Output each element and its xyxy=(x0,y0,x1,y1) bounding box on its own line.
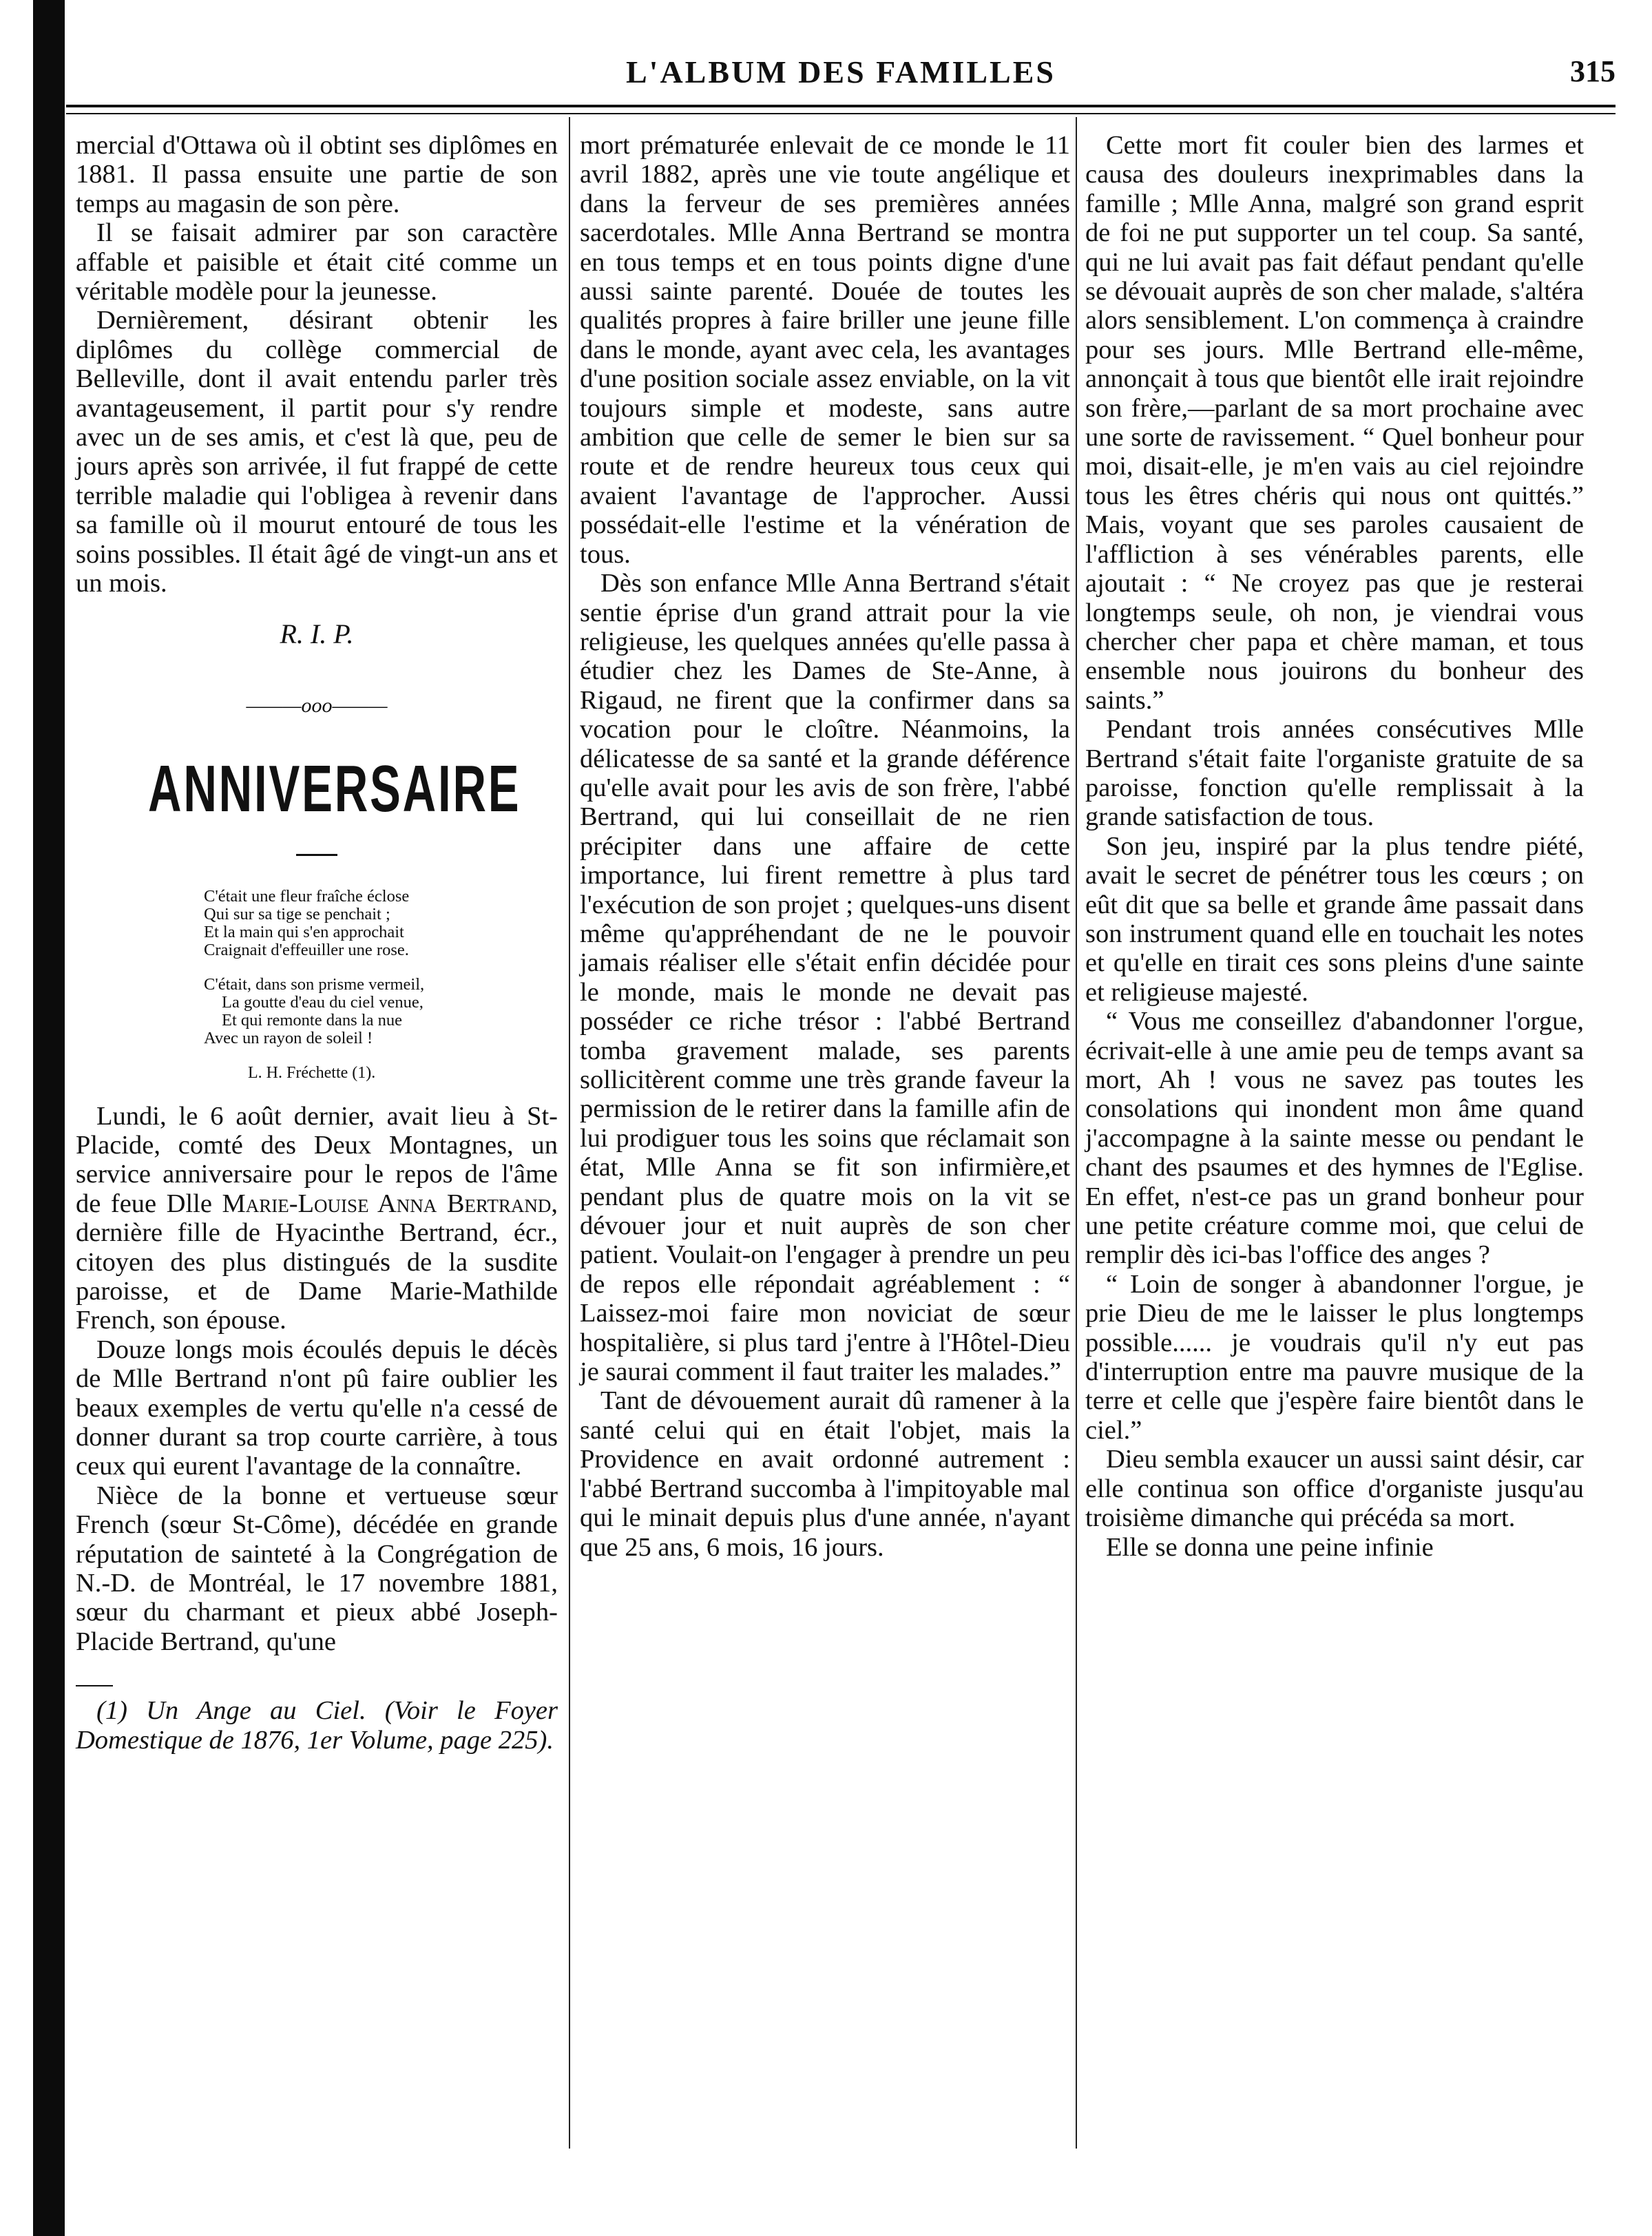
col1-paragraph xyxy=(76,1102,558,1335)
column-divider-2 xyxy=(1076,117,1077,2149)
col2-paragraph: Tant de dévouement aurait dû ramener à la santé celui qui en était l'objet, mais la Providence en avait ordonné autrement : l'abbé Bertrand succomba à l'impitoyable mal qui le minait depuis plus d'une année, n'ayant que 25 ans, 6 mois, 16 jours. xyxy=(580,1386,1070,1562)
column-2 xyxy=(580,131,1070,1562)
col3-paragraph: “ Vous me conseillez d'abandonner l'orgue, écrivait-elle à une amie peu de temps avant sa mort, Ah ! vous ne savez pas toutes les consolations qui inondent mon âme quand j'accompagne à la sainte messe ou pendant le chant des psaumes et des hymnes de l'Eglise. En effet, n'est-ce pas un grand bonheur pour une petite créature comme moi, que celui de remplir dès ici-bas l'office des anges ? xyxy=(1085,1007,1584,1270)
epigraph-poem xyxy=(204,888,558,1047)
text-run: Lundi, le 6 août dernier, avait lieu à St-Placide, comté des Deux Montagnes, un service anniversaire pour le repos de l'âme de feue Dlle xyxy=(76,1101,558,1218)
poem-line: Et la main qui s'en approchait xyxy=(204,922,404,941)
column-1 xyxy=(76,131,558,1755)
col3-paragraph: Son jeu, inspiré par la plus tendre piété, avait le secret de pénétrer tous les cœurs ; on eût dit que sa belle et grande âme passait dans son instrument quand elle en touchait les notes et qu'elle en tirait ces sons pleins d'une sainte et religieuse majesté. xyxy=(1085,831,1584,1007)
poem-stanza xyxy=(204,976,558,1047)
section-title: ANNIVERSAIRE xyxy=(148,751,521,826)
col3-paragraph: Cette mort fit couler bien des larmes et causa des douleurs inexprimables dans la famille ; Mlle Anna, malgré son grand esprit de foi ne put supporter un tel coup. Sa santé, qui ne lui avait pas fait défaut pendant qu'elle se dévouait auprès de son cher malade, s'altéra alors sensiblement. L'on commença à craindre pour ses jours. Mlle Bertrand elle-même, annonçait à tous que bientôt elle irait rejoindre son frère,—parlant de sa mort prochaine avec une sorte de ravissement. “ Quel bonheur pour moi, disait-elle, je m'en vais au ciel rejoindre tous les êtres chéris qui nous ont quittés.” Mais, voyant que ses paroles causaient de l'affliction à ses vénérables parents, elle ajoutait : “ Ne croyez pas que je resterai longtemps seule, oh non, je viendrai vous chercher cher papa et chère maman, et tous ensemble nous jouirons du bonheur des saints.” xyxy=(1085,131,1584,715)
poem-line: C'était une fleur fraîche éclose xyxy=(204,886,410,906)
text-run: , dernière fille de Hyacinthe Bertrand, écr., citoyen des plus distingués de la susdite paroisse, et de Dame Marie-Mathilde French, son épouse. xyxy=(76,1189,558,1335)
title-dash xyxy=(296,854,337,856)
page-number: 315 xyxy=(1570,54,1616,88)
person-name: Marie-Louise Anna Bertrand xyxy=(222,1189,552,1218)
poem-line: Craignait d'effeuiller une rose. xyxy=(204,940,409,959)
col3-paragraph: “ Loin de songer à abandonner l'orgue, je prie Dieu de me le laisser le plus longtemps possible...... je voudrais qu'il n'y eut pas d'interruption entre ma pauvre musique de la terre et celle que j'espère faire bientôt dans le ciel.” xyxy=(1085,1269,1584,1445)
ornamental-separator: ———ooo——— xyxy=(246,693,388,717)
poem-line: Et qui remonte dans la nue xyxy=(222,1010,402,1030)
col1-paragraph: Dernièrement, désirant obtenir les diplômes du collège commercial de Belleville, dont il avait entendu parler très avantageusement, il partit pour s'y rendre avec un de ses amis, et c'est là que, peu de jours après son arrivée, il fut frappé de cette terrible maladie qui l'obligea à revenir dans sa famille où il mourut entouré de tous les soins possibles. Il était âgé de vingt-un ans et un mois. xyxy=(76,306,558,598)
col3-paragraph: Dieu sembla exaucer un aussi saint désir, car elle continua son office d'organiste jusqu'au troisième dimanche qui précéda sa mort. xyxy=(1085,1445,1584,1533)
col2-paragraph: mort prématurée enlevait de ce monde le 11 avril 1882, après une vie toute angélique et dans la ferveur de ses premières années sacerdotales. Mlle Anna Bertrand se montra en tous temps et en tous points digne d'une aussi sainte parenté. Douée de toutes les qualités propres à faire briller une jeune fille dans le monde, ayant avec cela, les avantages d'une position sociale assez enviable, on la vit toujours simple et modeste, sans autre ambition que celle de semer le bien sur sa route et de rendre heureux tous ceux qui avaient l'avantage de l'approcher. Aussi possédait-elle l'estime et la vénération de tous. xyxy=(580,131,1070,569)
header-rule-thick xyxy=(66,105,1616,107)
header-rule-thin xyxy=(66,113,1616,114)
col1-paragraph: Il se faisait admirer par son caractère affable et paisible et était cité comme un véritable modèle pour la jeunesse. xyxy=(76,218,558,306)
column-divider-1 xyxy=(569,117,570,2149)
page-header xyxy=(66,54,1616,109)
col1-paragraph: mercial d'Ottawa où il obtint ses diplômes en 1881. Il passa ensuite une partie de son temps au magasin de son père. xyxy=(76,131,558,218)
column-3 xyxy=(1085,131,1584,1562)
footnote-rule xyxy=(76,1685,113,1686)
poem-attribution: L. H. Fréchette (1). xyxy=(248,1063,376,1082)
running-title: L'ALBUM DES FAMILLES xyxy=(625,54,1056,90)
poem-stanza xyxy=(204,888,558,959)
col3-paragraph: Pendant trois années consécutives Mlle Bertrand s'était faite l'organiste gratuite de sa paroisse, fonction qu'elle remplissait à la grande satisfaction de tous. xyxy=(1085,715,1584,832)
col1-paragraph: Douze longs mois écoulés depuis le décès de Mlle Bertrand n'ont pû faire oublier les beaux exemples de vertu qu'elle n'a cessé de donner durant sa trop courte carrière, à tous ceux qui eurent l'avantage de la connaître. xyxy=(76,1335,558,1481)
poem-line: Avec un rayon de soleil ! xyxy=(204,1028,373,1047)
poem-line: La goutte d'eau du ciel venue, xyxy=(222,992,424,1012)
col2-paragraph: Dès son enfance Mlle Anna Bertrand s'était sentie éprise d'un grand attrait pour la vie religieuse, les quelques années qu'elle passa à étudier chez les Dames de Ste-Anne, à Rigaud, ne firent que la confirmer dans sa vocation pour le cloître. Néanmoins, la délicatesse de sa santé et la grande déférence qu'elle avait pour les avis de son frère, l'abbé Bertrand, qui lui conseillait de ne rien précipiter dans une affaire de cette importance, lui firent remettre à plus tard l'exécution de son projet ; quelques-uns disent même qu'appréhendant de ne le pouvoir jamais réaliser elle s'était enfin décidée pour le monde, mais le monde ne devait pas posséder ce riche trésor : l'abbé Bertrand tomba gravement malade, ses parents sollicitèrent comme une très grande faveur la permission de le retirer dans la famille afin de lui prodiguer tous les soins que réclamait son état, Mlle Anna se fit son infirmière,et pendant plus de quatre mois on la vit se dévouer jour et nuit auprès de son cher patient. Voulait-on l'engager à prendre un peu de repos elle répondait agréablement : “ Laissez-moi faire mon noviciat de sœur hospitalière, si plus tard j'entre à l'Hôtel-Dieu je saurai comment il faut traiter les malades.” xyxy=(580,569,1070,1387)
poem-line: C'était, dans son prisme vermeil, xyxy=(204,974,425,994)
poem-line: Qui sur sa tige se penchait ; xyxy=(204,904,390,923)
col3-paragraph: Elle se donna une peine infinie xyxy=(1106,1532,1434,1562)
footnote: (1) Un Ange au Ciel. (Voir le Foyer Domestique de 1876, 1er Volume, page 225). xyxy=(76,1696,558,1755)
rip-line: R. I. P. xyxy=(280,618,354,649)
col1-paragraph: Nièce de la bonne et vertueuse sœur French (sœur St-Côme), décédée en grande réputation de sainteté à la Congrégation de N.-D. de Montréal, le 17 novembre 1881, sœur du charmant et pieux abbé Joseph-Placide Bertrand, qu'une xyxy=(76,1481,558,1656)
page-binding-edge xyxy=(33,0,65,2236)
